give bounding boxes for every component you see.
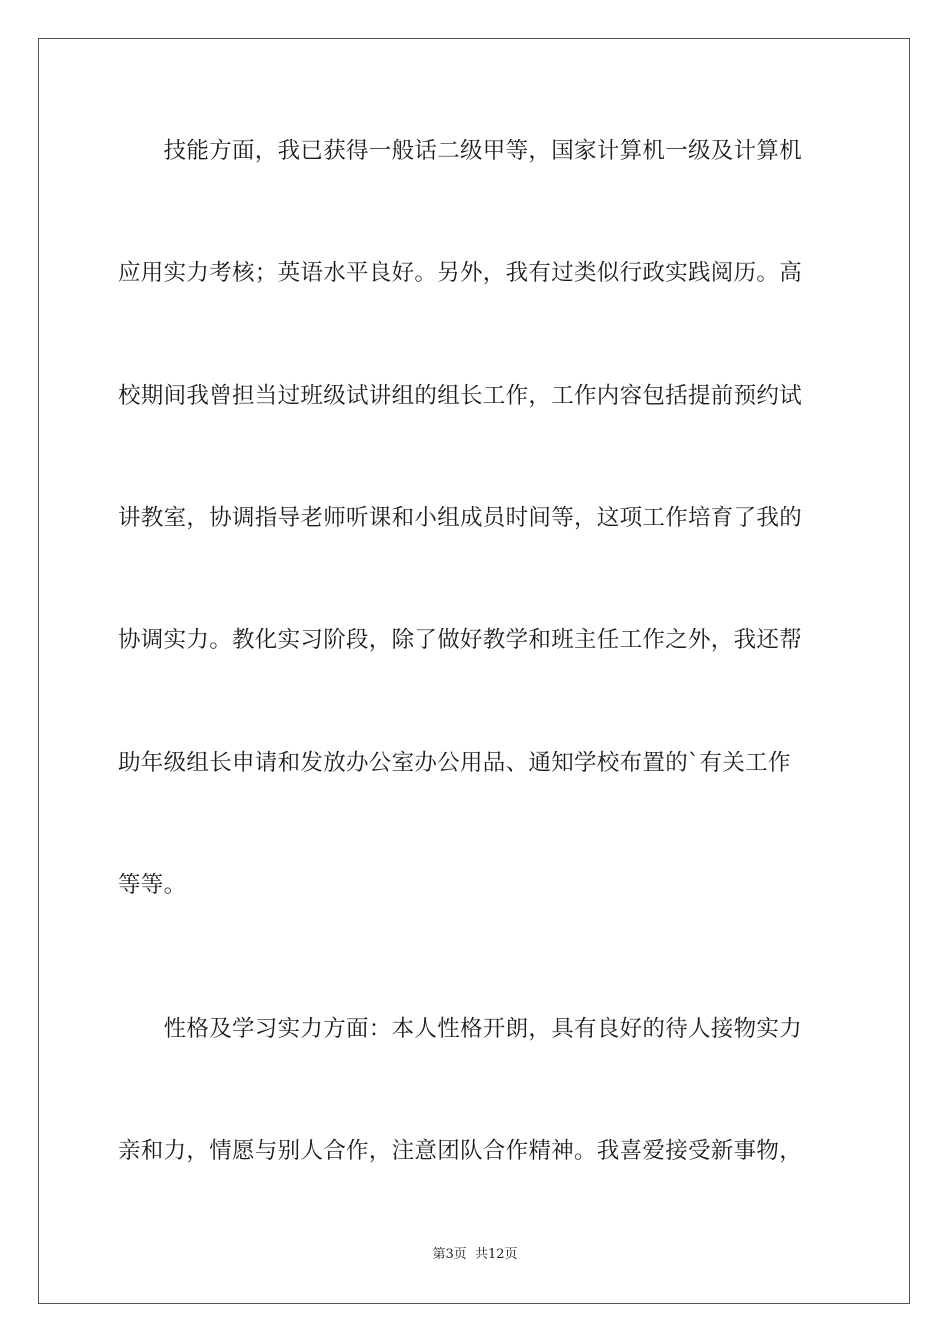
text-line: 协调实力。教化实习阶段，除了做好教学和班主任工作之外，我还帮 <box>118 627 803 653</box>
text-line: 应用实力考核；英语水平良好。另外，我有过类似行政实践阅历。高 <box>118 260 803 286</box>
text-line: 助年级组长申请和发放办公室办公用品、通知学校布置的`有关工作 <box>118 750 791 776</box>
text-line: 等等。 <box>118 872 187 898</box>
text-line: 校期间我曾担当过班级试讲组的组长工作，工作内容包括提前预约试 <box>118 383 803 409</box>
text-line: 亲和力，情愿与别人合作，注意团队合作精神。我喜爱接受新事物， <box>118 1138 803 1164</box>
text-line: 讲教室，协调指导老师听课和小组成员时间等，这项工作培育了我的 <box>118 505 803 531</box>
page-footer <box>0 1246 950 1264</box>
page-number: 第3页 <box>432 1247 467 1262</box>
page-border <box>38 38 910 1304</box>
text-line: 性格及学习实力方面：本人性格开朗，具有良好的待人接物实力 <box>118 1016 803 1042</box>
page-total: 共12页 <box>474 1247 518 1262</box>
text-line: 技能方面，我已获得一般话二级甲等，国家计算机一级及计算机 <box>118 138 803 164</box>
